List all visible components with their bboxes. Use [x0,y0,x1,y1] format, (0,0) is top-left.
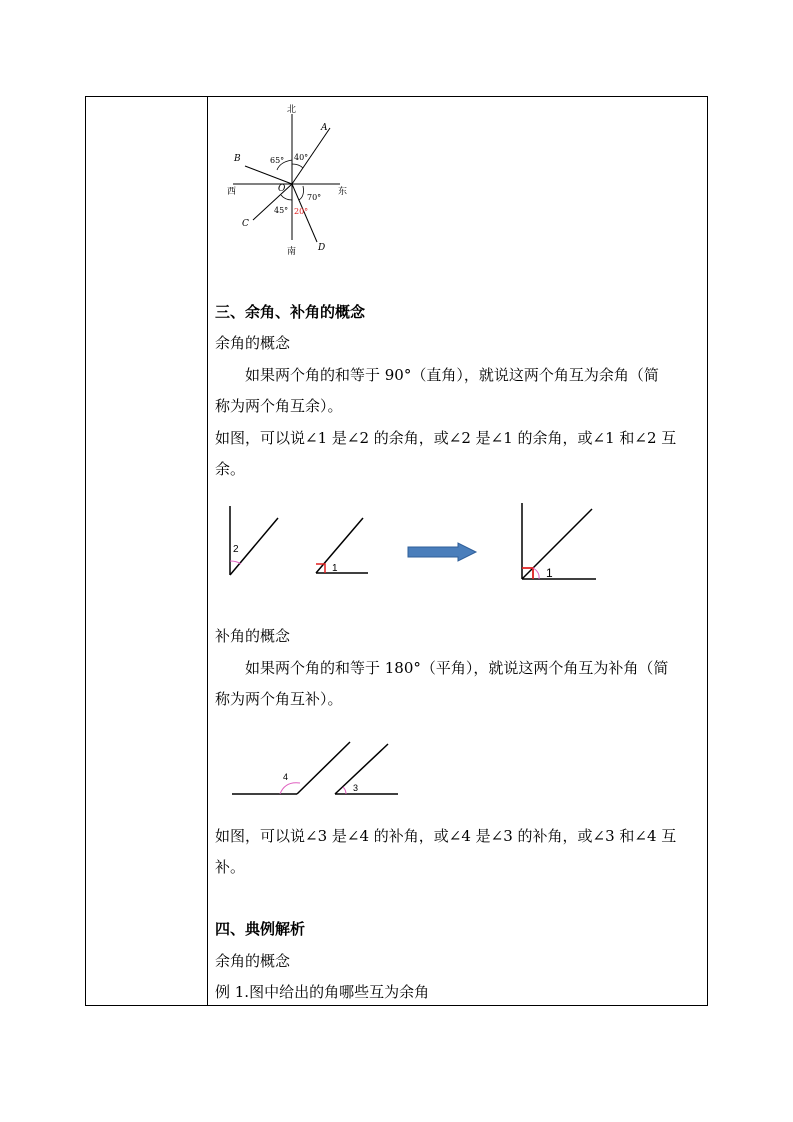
east-label: 东 [338,187,348,197]
point-b-label: B [234,154,241,164]
angle-1-label: 1 [332,563,338,574]
complementary-example-line2: 余。 [215,460,246,478]
complementary-definition-line1: 如果两个角的和等于 90°（直角），就说这两个角互为余角（简 [245,366,659,384]
supplementary-angles-figure [230,738,410,803]
arrow-right-icon [408,543,476,561]
point-d-label: D [318,243,326,253]
complementary-title: 余角的概念 [215,334,291,352]
section4-complementary-title: 余角的概念 [215,952,291,970]
section4-heading: 四、典例解析 [215,920,306,938]
complementary-example-line1: 如图，可以说∠1 是∠2 的余角，或∠2 是∠1 的余角，或∠1 和∠2 互 [215,429,677,447]
point-c-label: C [242,219,249,229]
angle-45-label: 45° [274,206,289,215]
supplementary-definition-line1: 如果两个角的和等于 180°（平角），就说这两个角互为补角（简 [245,659,669,677]
supplementary-definition-line2: 称为两个角互补）。 [215,690,343,708]
point-a-label: A [321,123,328,133]
section3-heading: 三、余角、补角的概念 [215,303,366,321]
north-label: 北 [287,105,297,115]
angle-20-label: 20° [294,207,309,216]
angle-4-label: 4 [283,772,289,782]
table-column-divider [207,96,208,1006]
supplementary-title: 补角的概念 [215,627,291,645]
angle-1-label-combined: 1 [546,566,553,580]
angle-40-label: 40° [294,153,309,162]
south-label: 南 [287,247,297,257]
supplementary-example-line1: 如图，可以说∠3 是∠4 的补角，或∠4 是∠3 的补角，或∠3 和∠4 互 [215,827,677,845]
complementary-angles-figure [215,498,605,588]
example-1-text: 例 1.图中给出的角哪些互为余角 [215,983,430,1001]
angle-3-label: 3 [353,783,359,793]
complementary-definition-line2: 称为两个角互余）。 [215,397,343,415]
west-label: 西 [227,187,237,197]
compass-direction-figure [225,100,355,260]
angle-65-label: 65° [270,156,285,165]
angle-70-label: 70° [307,193,322,202]
angle-2-label: 2 [233,544,239,555]
origin-label: O [278,184,286,194]
supplementary-example-line2: 补。 [215,858,246,876]
